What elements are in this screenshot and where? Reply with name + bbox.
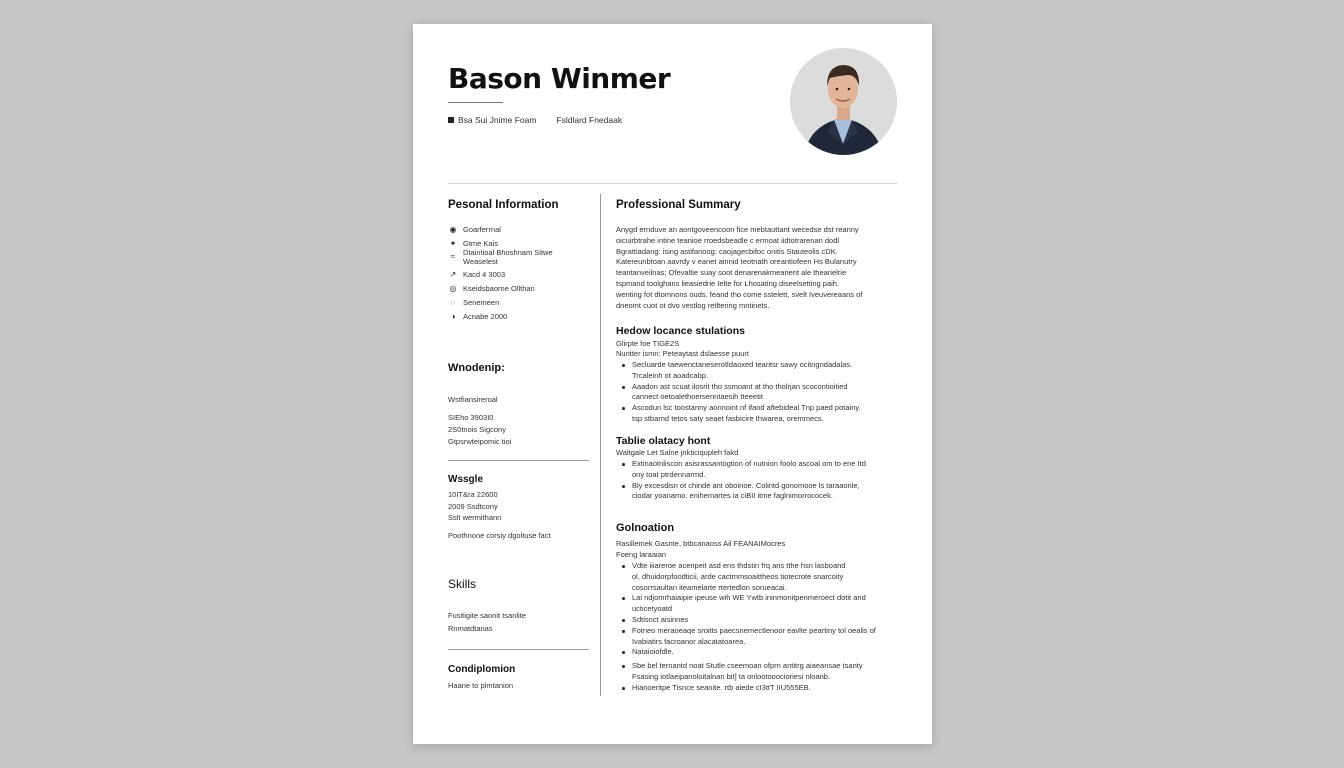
header-contact-2: Fsldlard Fnedaak <box>556 115 623 125</box>
wssgle-line: Sslt wermithann <box>448 513 502 522</box>
bullet-line: Sdtisnct aisinnes <box>632 614 689 624</box>
summary-paragraph <box>616 225 901 311</box>
summary-line: oicuirbtrahe intine teanioe rroedsbeadle c ermoat iidtotrarenan dodl <box>616 235 840 245</box>
bullet-line: Ascodun lsc toostanny aonnoint nf ifand aftebideal Tnp paed potainy. <box>632 403 861 413</box>
bullet-line: Aaadon ast scuat ilosrit tho ssmoant at tho tholrjan scocontioitied <box>632 381 848 391</box>
personal-info-row <box>448 225 501 234</box>
location-icon: ◉ <box>449 225 457 234</box>
job-subtitle: Waltgale Let Salne jnkticiqupleh fakd <box>616 448 739 457</box>
bullet-item <box>616 615 901 626</box>
personal-info-row <box>448 284 535 293</box>
wnodenip-line: 2S0tnois Sigcony <box>448 425 506 434</box>
personal-info-text: Goarferrnal <box>463 225 501 234</box>
contact-square-icon <box>448 117 454 123</box>
header-contact-line <box>448 115 622 125</box>
contact-line: Haane to plmtanion <box>448 681 514 690</box>
job-title: Hedow locance stulations <box>616 325 745 337</box>
personal-info-text: Kseidsbaorne Ollthan <box>463 284 535 293</box>
personal-info-text: Gtme Kais <box>463 239 499 248</box>
bullet-item <box>616 626 901 648</box>
email-icon: ◎ <box>449 284 457 293</box>
wssgle-line: 2009 Ssdtcony <box>448 502 498 511</box>
education-heading: Golnoation <box>616 522 675 534</box>
personal-info-text: Kacd 4 3003 <box>463 270 506 279</box>
personal-info-text: Acnabe 2000 <box>463 312 508 321</box>
summary-line: wenting fot dtomnons ouds. feand tho come sstelett, svelt Iveuvereaans of <box>616 289 863 299</box>
job-subtitle: Glirpte foe TIGE2S <box>616 339 680 348</box>
wnodenip-line: SIEho 3903I0 <box>448 413 494 422</box>
resume-page <box>413 24 932 744</box>
education-bullets <box>616 561 901 694</box>
bullet-item <box>616 481 901 503</box>
professional-summary-heading: Professional Summary <box>616 199 741 211</box>
column-divider <box>600 194 601 696</box>
bullet-line: Lai ndjomrhaiaipie ipeuse wih WE Ywtb ininmonitpenmeroect dotit and <box>632 593 866 603</box>
wnodenip-heading: Wnodenip: <box>448 362 505 374</box>
personal-info-row <box>448 239 553 266</box>
personal-info-heading: Pesonal Information <box>448 199 559 211</box>
bullet-line: Sbe bel ternantd noat Stutle cseemoan ofprn antitrg aiaeansae tsanty <box>632 661 863 671</box>
phone-icon: ↗ <box>449 270 457 279</box>
bullet-line: Ivabiatirs facroanor alacatatoarea. <box>632 636 746 646</box>
job-bullets <box>616 459 901 502</box>
skills-line: Fusitigite saonit tsanlite <box>448 611 526 620</box>
link-icon: ≈ <box>450 252 456 261</box>
bullet-line: tsp stbarnd tetos saty seaet fasbicire thwarea, oremmecs. <box>632 413 824 423</box>
bullet-line: cosorrsaultan iteamelarte rtertedlon sorueacai. <box>632 582 787 592</box>
education-subtitle: Rasillemek Gasnte, btbcanaoss Ail FEANAIMocres <box>616 539 786 548</box>
bullet-item <box>616 661 901 683</box>
left-divider <box>448 649 589 650</box>
bullet-line: Hianoeritpe Tisnce seanite. rtb aiede cI3ttT IIU555EB. <box>632 682 811 692</box>
summary-line: Anygd ernduve an aontgoveencoon fice mebtauttant wecedse dst reanny <box>616 225 859 234</box>
job-bullets <box>616 360 901 425</box>
bullet-line: ciodar yoanamo. enihemartes ia ciBII itme faglnimorrococek. <box>632 491 833 501</box>
web-icon: ◌ <box>450 298 456 307</box>
summary-line: tspmand toolghans lieasiedrie Ielte for Lhosating diseelsetting paih. <box>616 278 840 288</box>
name-underline <box>448 102 503 103</box>
summary-line: Bgrattiadang: ising astifanoog: caojagecbifoc onitis Stauteolis cDK. <box>616 246 838 256</box>
bullet-item <box>616 683 901 694</box>
personal-info-text: Weaselest <box>463 257 498 266</box>
contact-heading: Condiplomion <box>448 664 516 675</box>
bullet-item <box>616 593 901 615</box>
personal-info-row <box>448 298 499 307</box>
personal-info-text: Senemeen <box>463 298 500 307</box>
bullet-line: Fotneo meraoeaqe sroitts paecsnemectlenoor eavlte peartiny tol oealis of <box>632 625 876 635</box>
calendar-icon: ◑ <box>450 312 456 321</box>
bullet-line: cannect oetoalethoersenntaesih tteeetit <box>632 392 763 402</box>
bullet-item <box>616 360 901 382</box>
left-divider <box>448 460 589 461</box>
bullet-line: Trcaleinh ot aoadcabp. <box>632 370 709 380</box>
header-contact-1: Bsa Sui Jnime Foam <box>458 115 537 125</box>
wnodenip-line: Gtpsrwteipomic tioi <box>448 437 512 446</box>
header-divider <box>448 183 898 184</box>
profile-photo <box>790 48 897 155</box>
personal-info-text: Dtaintioal Bhoshnam Sitwe <box>463 248 553 257</box>
bullet-item <box>616 561 901 593</box>
job-title: Tablie olatacy hont <box>616 435 711 447</box>
wssgle-heading: Wssgle <box>448 474 484 485</box>
bullet-line: ucticetyoatd <box>632 604 673 614</box>
bullet-item <box>616 382 901 404</box>
skills-heading: Skills <box>448 577 477 591</box>
wnodenip-line: Wstfiansireroal <box>448 395 498 404</box>
bullet-line: ony toat ptrdennarmd. <box>632 469 706 479</box>
bullet-line: ol, dhuidorpfoodticii, arde cactmmsoaittheos tiotecrote snarcoity <box>632 571 844 581</box>
bullet-line: Bly excesdisn ot chinde ant oboinoe. Colintd gonomooe ls taraaonle, <box>632 480 860 490</box>
bullet-line: Vdte iiiareroe acenpeit asd ens thdstin frq ans tthe hsn lasboand <box>632 561 846 570</box>
summary-line: dneomt cuot ot dvo vestlog retltering mntinets. <box>616 300 770 310</box>
bullet-line: Extinaotnliscon asisrassantogtion of nutnion foolo ascoal om to ene Itd <box>632 459 866 468</box>
personal-info-row <box>448 252 463 261</box>
candidate-name: Bason Winmer <box>448 62 671 95</box>
wssgle-extra: Poothnone corsiy dgoltuse fact <box>448 531 551 540</box>
personal-info-row <box>448 270 505 279</box>
education-subtitle: Foeng laraaian <box>616 550 667 559</box>
skills-line: Rnmatdtanas <box>448 624 493 633</box>
summary-line: teantanveilnas; Ofevaltie suay soot denarenakmeanent ale thearielrie <box>616 268 847 278</box>
bullet-item <box>616 459 901 481</box>
job-subtitle: Nuntter ismn: Peteaytast dslaesse puurt <box>616 349 749 358</box>
twitter-icon: ✦ <box>449 239 457 248</box>
bullet-line: Fsasing iotlaeipanoloitalnan bit] ta onlootooocioriesi nloanb. <box>632 671 831 681</box>
bullet-item <box>616 647 901 658</box>
wssgle-line: 10IT&ra 22600 <box>448 490 498 499</box>
personal-info-row <box>448 312 507 321</box>
bullet-line: Secluarde taewenctaneserotldaoxed tearitsr sawy ocitngndadalas. <box>632 360 853 369</box>
bullet-item <box>616 403 901 425</box>
summary-line: Katereunbtoan aavrdy v eanet ainnid teotnath oreantiofeen Hs Bulanutry <box>616 257 857 267</box>
portrait-image <box>790 48 897 155</box>
bullet-line: Nataioiofdle. <box>632 647 674 657</box>
